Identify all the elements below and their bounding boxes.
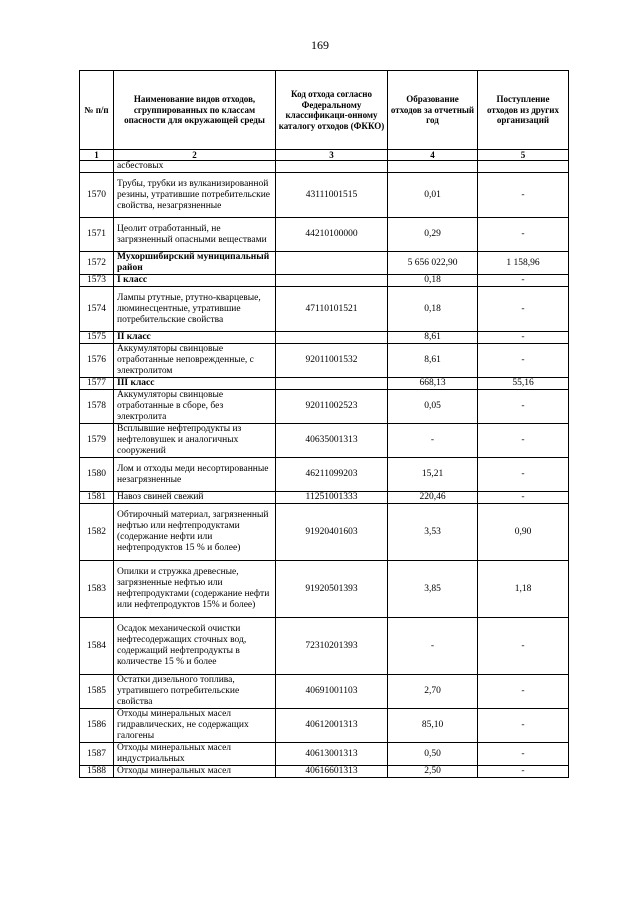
waste-name: Отходы минеральных масел гидравлических, не содержащих галогены <box>114 709 276 743</box>
row-number: 1571 <box>80 218 114 252</box>
row-number: 1572 <box>80 252 114 275</box>
formation-value: 0,01 <box>388 173 478 218</box>
column-index: 2 <box>114 150 276 161</box>
waste-name: II класс <box>114 332 276 344</box>
fkko-code: 40616601313 <box>276 766 388 778</box>
formation-value: 0,50 <box>388 743 478 766</box>
formation-value: 2,70 <box>388 675 478 709</box>
formation-value: 8,61 <box>388 332 478 344</box>
fkko-code <box>276 275 388 287</box>
received-value: - <box>478 390 569 424</box>
table-row <box>80 743 569 766</box>
received-value: - <box>478 492 569 504</box>
received-value: - <box>478 618 569 675</box>
fkko-code: 43111001515 <box>276 173 388 218</box>
row-number: 1582 <box>80 504 114 561</box>
table-row <box>80 252 569 275</box>
row-number: 1588 <box>80 766 114 778</box>
fkko-code <box>276 161 388 173</box>
fkko-code: 11251001333 <box>276 492 388 504</box>
received-value: - <box>478 675 569 709</box>
formation-value: 220,46 <box>388 492 478 504</box>
received-value: - <box>478 218 569 252</box>
received-value: - <box>478 332 569 344</box>
formation-value: 3,85 <box>388 561 478 618</box>
row-number: 1581 <box>80 492 114 504</box>
waste-name: Лом и отходы меди несортированные незагрязненные <box>114 458 276 492</box>
received-value: 1,18 <box>478 561 569 618</box>
waste-name: Навоз свиней свежий <box>114 492 276 504</box>
formation-value: 668,13 <box>388 378 478 390</box>
received-value: 1 158,96 <box>478 252 569 275</box>
table-row <box>80 173 569 218</box>
formation-value: 15,21 <box>388 458 478 492</box>
table-row <box>80 709 569 743</box>
fkko-code: 40613001313 <box>276 743 388 766</box>
received-value: - <box>478 458 569 492</box>
row-number <box>80 161 114 173</box>
received-value: 0,90 <box>478 504 569 561</box>
table-header <box>80 71 569 150</box>
waste-name: асбестовых <box>114 161 276 173</box>
waste-name: Отходы минеральных масел <box>114 766 276 778</box>
table-row <box>80 766 569 778</box>
fkko-code: 72310201393 <box>276 618 388 675</box>
column-index: 1 <box>80 150 114 161</box>
formation-value: 0,18 <box>388 287 478 332</box>
header-number: № п/п <box>80 71 114 150</box>
row-number: 1576 <box>80 344 114 378</box>
formation-value: 2,50 <box>388 766 478 778</box>
received-value <box>478 161 569 173</box>
fkko-code: 40691001103 <box>276 675 388 709</box>
fkko-code: 47110101521 <box>276 287 388 332</box>
received-value: - <box>478 173 569 218</box>
table-row <box>80 332 569 344</box>
page-number: 169 <box>311 38 329 52</box>
row-number: 1577 <box>80 378 114 390</box>
header-fkko-code: Код отхода согласно Федеральному классификаци-онному каталогу отходов (ФККО) <box>276 71 388 150</box>
column-index: 4 <box>388 150 478 161</box>
table-row <box>80 561 569 618</box>
table-row <box>80 504 569 561</box>
fkko-code: 92011001532 <box>276 344 388 378</box>
fkko-code <box>276 378 388 390</box>
row-number: 1584 <box>80 618 114 675</box>
table-row <box>80 492 569 504</box>
row-number: 1570 <box>80 173 114 218</box>
fkko-code <box>276 332 388 344</box>
waste-name: Всплывшие нефтепродукты из нефтеловушек и аналогичных сооружений <box>114 424 276 458</box>
table-body <box>80 150 569 778</box>
received-value: - <box>478 424 569 458</box>
row-number: 1585 <box>80 675 114 709</box>
waste-name: Аккумуляторы свинцовые отработанные неповрежденные, с электролитом <box>114 344 276 378</box>
waste-name: Аккумуляторы свинцовые отработанные в сборе, без электролита <box>114 390 276 424</box>
table-row <box>80 287 569 332</box>
table-row <box>80 458 569 492</box>
received-value: 55,16 <box>478 378 569 390</box>
waste-name: Отходы минеральных масел индустриальных <box>114 743 276 766</box>
formation-value: 8,61 <box>388 344 478 378</box>
waste-name: Мухоршибирский муниципальный район <box>114 252 276 275</box>
waste-name: Цеолит отработанный, не загрязненный опасными веществами <box>114 218 276 252</box>
waste-name: III класс <box>114 378 276 390</box>
waste-name: Обтирочный материал, загрязненный нефтью или нефтепродуктами (содержание нефти или нефтепродуктов 15 % и более) <box>114 504 276 561</box>
fkko-code: 40612001313 <box>276 709 388 743</box>
table-row <box>80 344 569 378</box>
formation-value: 0,29 <box>388 218 478 252</box>
waste-name: Осадок механической очистки нефтесодержащих сточных вод, содержащий нефтепродукты в количестве 15 % и более <box>114 618 276 675</box>
formation-value: 3,53 <box>388 504 478 561</box>
row-number: 1583 <box>80 561 114 618</box>
row-number: 1587 <box>80 743 114 766</box>
header-waste-name: Наименование видов отходов, сгруппированных по классам опасности для окружающей среды <box>114 71 276 150</box>
waste-table <box>79 70 569 778</box>
received-value: - <box>478 766 569 778</box>
header-received: Поступление отходов из других организаций <box>478 71 569 150</box>
received-value: - <box>478 287 569 332</box>
table-row <box>80 618 569 675</box>
formation-value: 85,10 <box>388 709 478 743</box>
fkko-code <box>276 252 388 275</box>
received-value: - <box>478 743 569 766</box>
received-value: - <box>478 709 569 743</box>
fkko-code: 91920501393 <box>276 561 388 618</box>
formation-value <box>388 161 478 173</box>
row-number: 1580 <box>80 458 114 492</box>
row-number: 1578 <box>80 390 114 424</box>
waste-name: I класс <box>114 275 276 287</box>
table-row <box>80 390 569 424</box>
row-number: 1575 <box>80 332 114 344</box>
waste-name: Трубы, трубки из вулканизированной резины, утратившие потребительские свойства, незагрязненные <box>114 173 276 218</box>
column-index: 5 <box>478 150 569 161</box>
column-index: 3 <box>276 150 388 161</box>
waste-name: Остатки дизельного топлива, утратившего потребительские свойства <box>114 675 276 709</box>
received-value: - <box>478 275 569 287</box>
fkko-code: 91920401603 <box>276 504 388 561</box>
table-row <box>80 675 569 709</box>
row-number: 1586 <box>80 709 114 743</box>
row-number: 1574 <box>80 287 114 332</box>
waste-name: Опилки и стружка древесные, загрязненные нефтью или нефтепродуктами (содержание нефти или нефтепродуктов 15% и более) <box>114 561 276 618</box>
formation-value: 0,18 <box>388 275 478 287</box>
formation-value: - <box>388 424 478 458</box>
row-number: 1573 <box>80 275 114 287</box>
table-row <box>80 424 569 458</box>
row-number: 1579 <box>80 424 114 458</box>
table-row <box>80 275 569 287</box>
fkko-code: 44210100000 <box>276 218 388 252</box>
table-row <box>80 161 569 173</box>
received-value: - <box>478 344 569 378</box>
fkko-code: 92011002523 <box>276 390 388 424</box>
fkko-code: 40635001313 <box>276 424 388 458</box>
table-row <box>80 218 569 252</box>
waste-name: Лампы ртутные, ртутно-кварцевые, люминесцентные, утратившие потребительские свойства <box>114 287 276 332</box>
formation-value: 5 656 022,90 <box>388 252 478 275</box>
header-formation: Образование отходов за отчетный год <box>388 71 478 150</box>
table-row <box>80 378 569 390</box>
formation-value: - <box>388 618 478 675</box>
formation-value: 0,05 <box>388 390 478 424</box>
column-index-row <box>80 150 569 161</box>
fkko-code: 46211099203 <box>276 458 388 492</box>
